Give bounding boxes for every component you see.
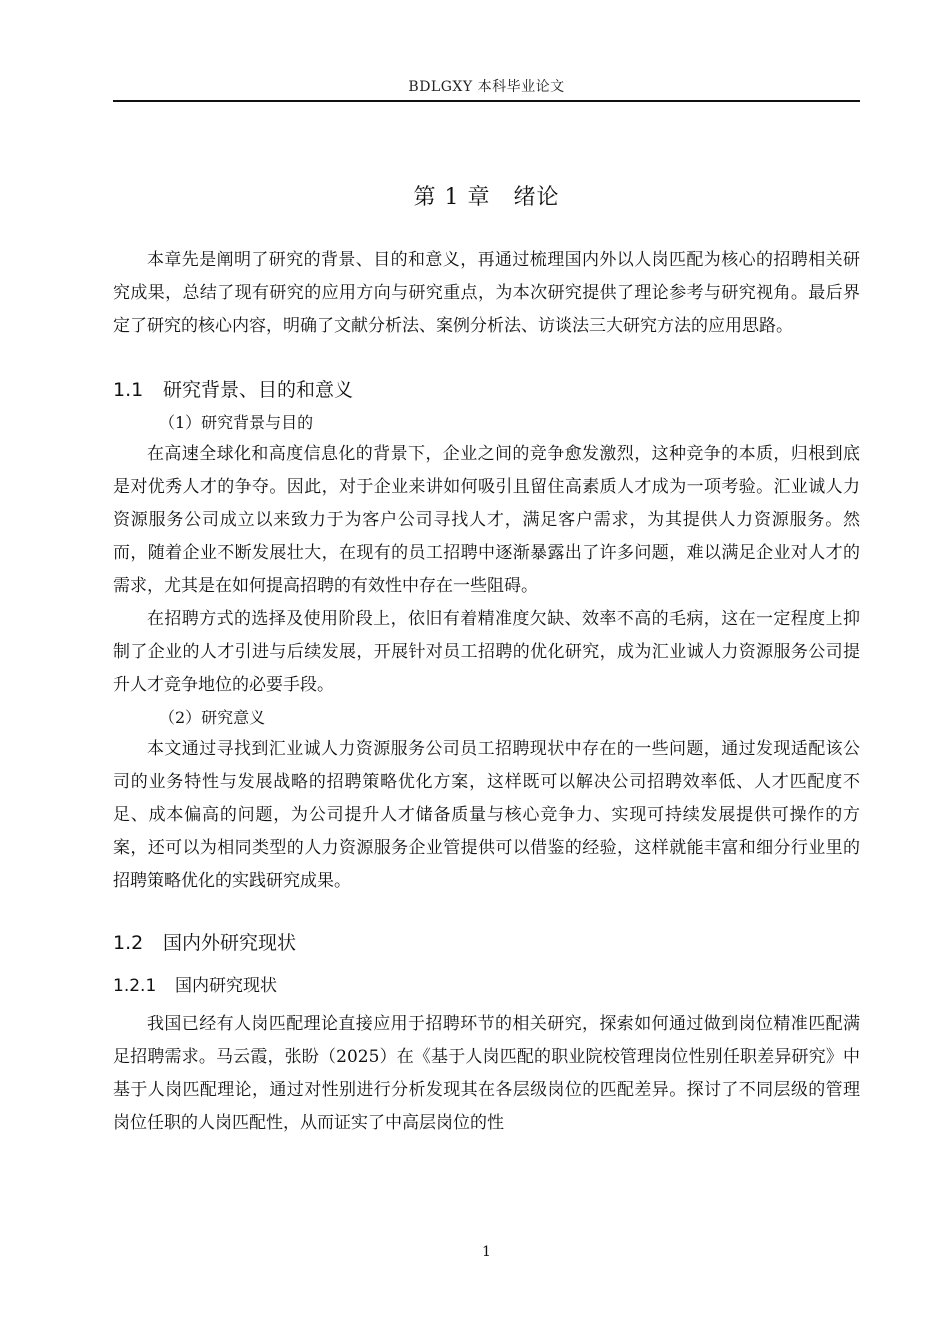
section-heading-1-1	[113, 377, 860, 403]
running-header: BDLGXY 本科毕业论文	[408, 79, 565, 95]
page-number: 1	[482, 1244, 491, 1260]
paragraph-significance: 本文通过寻找到汇业诚人力资源服务公司员工招聘现状中存在的一些问题，通过发现适配该公司的业务特性与发展战略的招聘策略优化方案，这样既可以解决公司招聘效率低、人才匹配度不足、成本偏高的问题，为公司提升人才储备质量与核心竞争力、实现可持续发展提供可操作的方案，还可以为相同类型的人力资源服务企业管提供可以借鉴的经验，这样就能丰富和细分行业里的招聘策略优化的实践研究成果。	[113, 739, 860, 891]
subheading-significance: （2）研究意义	[159, 708, 266, 727]
chapter-title: 第 1 章 绪论	[413, 185, 560, 210]
body-content	[113, 244, 860, 1140]
section-title: 研究背景、目的和意义	[163, 379, 354, 401]
header-rule	[113, 100, 860, 102]
section-heading-1-2-1	[113, 974, 860, 998]
paragraph-recruitment-methods: 在招聘方式的选择及使用阶段上，依旧有着精准度欠缺、效率不高的毛病，这在一定程度上抑制了企业的人才引进与后续发展，开展针对员工招聘的优化研究，成为汇业诚人力资源服务公司提升人才竞争地位的必要手段。	[113, 609, 860, 695]
section-title: 国内外研究现状	[163, 932, 297, 954]
section-heading-1-2	[113, 930, 860, 956]
paragraph-background: 在高速全球化和高度信息化的背景下，企业之间的竞争愈发激烈，这种竞争的本质，归根到底是对优秀人才的争夺。因此，对于企业来讲如何吸引且留住高素质人才成为一项考验。汇业诚人力资源服务公司成立以来致力于为客户公司寻找人才，满足客户需求，为其提供人力资源服务。然而，随着企业不断发展壮大，在现有的员工招聘中逐渐暴露出了许多问题，难以满足企业对人才的需求，尤其是在如何提高招聘的有效性中存在一些阻碍。	[113, 444, 860, 596]
paragraph-domestic-research: 我国已经有人岗匹配理论直接应用于招聘环节的相关研究，探索如何通过做到岗位精准匹配满足招聘需求。马云霞，张盼（2025）在《基于人岗匹配的职业院校管理岗位性别任职差异研究》中基于人岗匹配理论，通过对性别进行分析发现其在各层级岗位的匹配差异。探讨了不同层级的管理岗位任职的人岗匹配性，从而证实了中高层岗位的性	[113, 1014, 860, 1133]
section-number: 1.2.1	[113, 976, 157, 996]
section-title: 国内研究现状	[175, 976, 277, 996]
section-number: 1.2	[113, 932, 144, 954]
intro-paragraph: 本章先是阐明了研究的背景、目的和意义，再通过梳理国内外以人岗匹配为核心的招聘相关研究成果，总结了现有研究的应用方向与研究重点，为本次研究提供了理论参考与研究视角。最后界定了研究的核心内容，明确了文献分析法、案例分析法、访谈法三大研究方法的应用思路。	[113, 250, 860, 336]
section-number: 1.1	[113, 379, 144, 401]
subheading-background: （1）研究背景与目的	[159, 413, 314, 432]
